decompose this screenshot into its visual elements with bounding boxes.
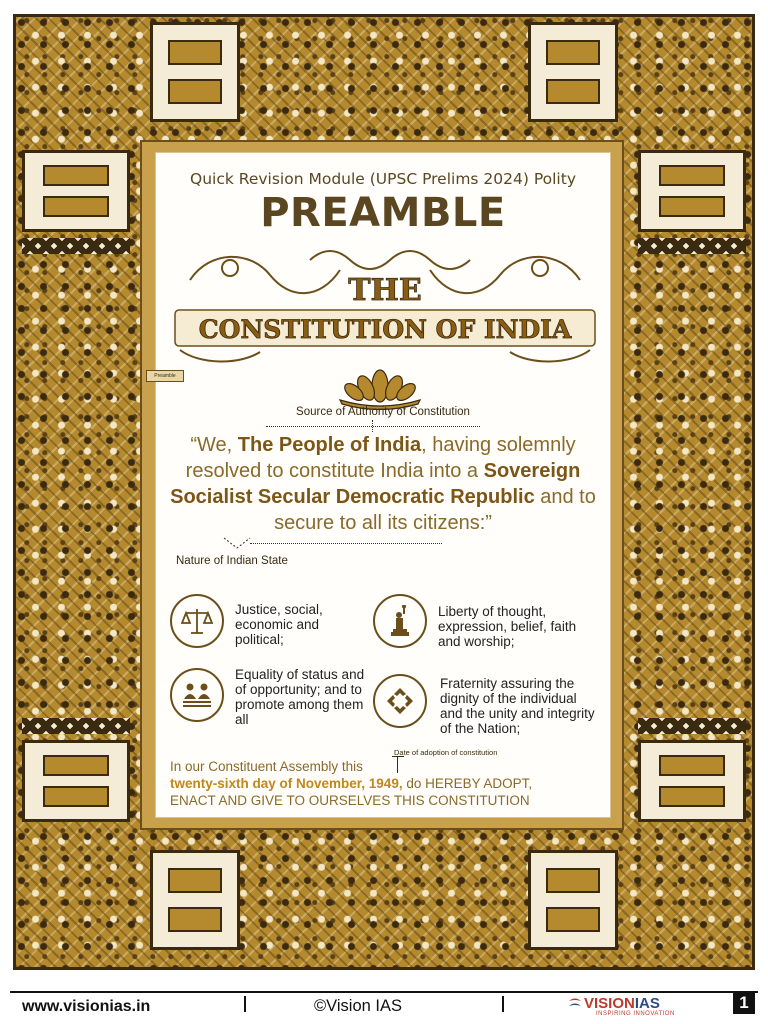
- liberty-statue-icon: [384, 605, 416, 637]
- footer-copyright: ©Vision IAS: [314, 997, 402, 1015]
- nature-pointer: [222, 536, 252, 550]
- quote-people: The People of India: [237, 434, 422, 456]
- ideal-fraternity-text: Fraternity assuring the dignity of the individual and the unity and integrity of the Nation;: [440, 676, 595, 736]
- page-number: 1: [733, 992, 755, 1014]
- logo-ias: IAS: [634, 995, 660, 1012]
- constitution-banner: [170, 240, 600, 370]
- equality-people-icon: [181, 679, 213, 711]
- footer-separator-1: [244, 996, 246, 1012]
- logo-vision: VISION: [584, 995, 635, 1012]
- nature-state-label: Nature of Indian State: [176, 555, 288, 567]
- nature-bracket-line: [250, 543, 442, 544]
- border-tile-top-right: [528, 22, 618, 122]
- date-adoption-label: Date of adoption of constitution: [394, 748, 498, 757]
- ideal-liberty-text: Liberty of thought, expression, belief, faith and worship;: [438, 604, 577, 649]
- quote-part-3: and to secure to all its citizens:”: [274, 486, 596, 534]
- banner-the: THE: [348, 273, 422, 308]
- source-authority-label: Source of Authority of Constitution: [296, 406, 470, 418]
- vision-logo-icon: [568, 997, 582, 1011]
- adoption-statement: [170, 758, 600, 809]
- border-tile-right-top: [638, 150, 746, 232]
- diamond-band-left: [22, 238, 130, 254]
- scales-icon: [181, 605, 213, 637]
- border-tile-right-bottom: [638, 740, 746, 822]
- footer-separator-2: [502, 996, 504, 1012]
- border-tile-bottom-right: [528, 850, 618, 950]
- border-tile-left-bottom: [22, 740, 130, 822]
- border-tile-bottom-left: [150, 850, 240, 950]
- border-tile-top-left: [150, 22, 240, 122]
- assembly-line-3: ENACT AND GIVE TO OURSELVES THIS CONSTITUTION: [170, 793, 530, 808]
- quote-part-1: “We,: [190, 434, 238, 456]
- adoption-date: twenty-sixth day of November, 1949,: [170, 776, 403, 791]
- fraternity-hands-icon: [384, 685, 416, 717]
- ideal-equality-circle: [170, 668, 224, 722]
- source-pointer: [372, 420, 373, 432]
- module-subtitle: Quick Revision Module (UPSC Prelims 2024) Polity: [190, 170, 576, 188]
- diamond-band-left-lower: [22, 718, 130, 734]
- quote-part-2: , having solemnly resolved to constitute India into a: [185, 434, 576, 482]
- page-title: PREAMBLE: [260, 190, 506, 236]
- assembly-line-1: In our Constituent Assembly this: [170, 759, 363, 774]
- ideal-liberty-circle: [373, 594, 427, 648]
- banner-constitution: CONSTITUTION OF INDIA: [198, 315, 572, 344]
- ideal-fraternity-circle: [373, 674, 427, 728]
- ideal-equality-text: Equality of status and of opportunity; and to promote among them all: [235, 667, 365, 727]
- preamble-tag: Preamble: [146, 370, 184, 382]
- footer-divider: [10, 991, 758, 993]
- assembly-line-2: [170, 775, 600, 792]
- quote-state: Sovereign Socialist Secular Democratic Republic: [170, 460, 581, 508]
- diamond-band-right: [638, 238, 746, 254]
- ideal-justice-text: Justice, social, economic and political;: [235, 602, 323, 647]
- ideal-justice-circle: [170, 594, 224, 648]
- preamble-quote: [165, 432, 601, 536]
- footer-website-link[interactable]: www.visionias.in: [22, 998, 151, 1015]
- lotus-icon: [330, 360, 430, 410]
- assembly-adopt: do HEREBY ADOPT,: [402, 776, 533, 791]
- logo-tagline: INSPIRING INNOVATION: [596, 1011, 675, 1017]
- diamond-band-right-lower: [638, 718, 746, 734]
- source-bracket-line: [266, 426, 480, 427]
- vision-ias-logo: [584, 995, 660, 1012]
- border-tile-left-top: [22, 150, 130, 232]
